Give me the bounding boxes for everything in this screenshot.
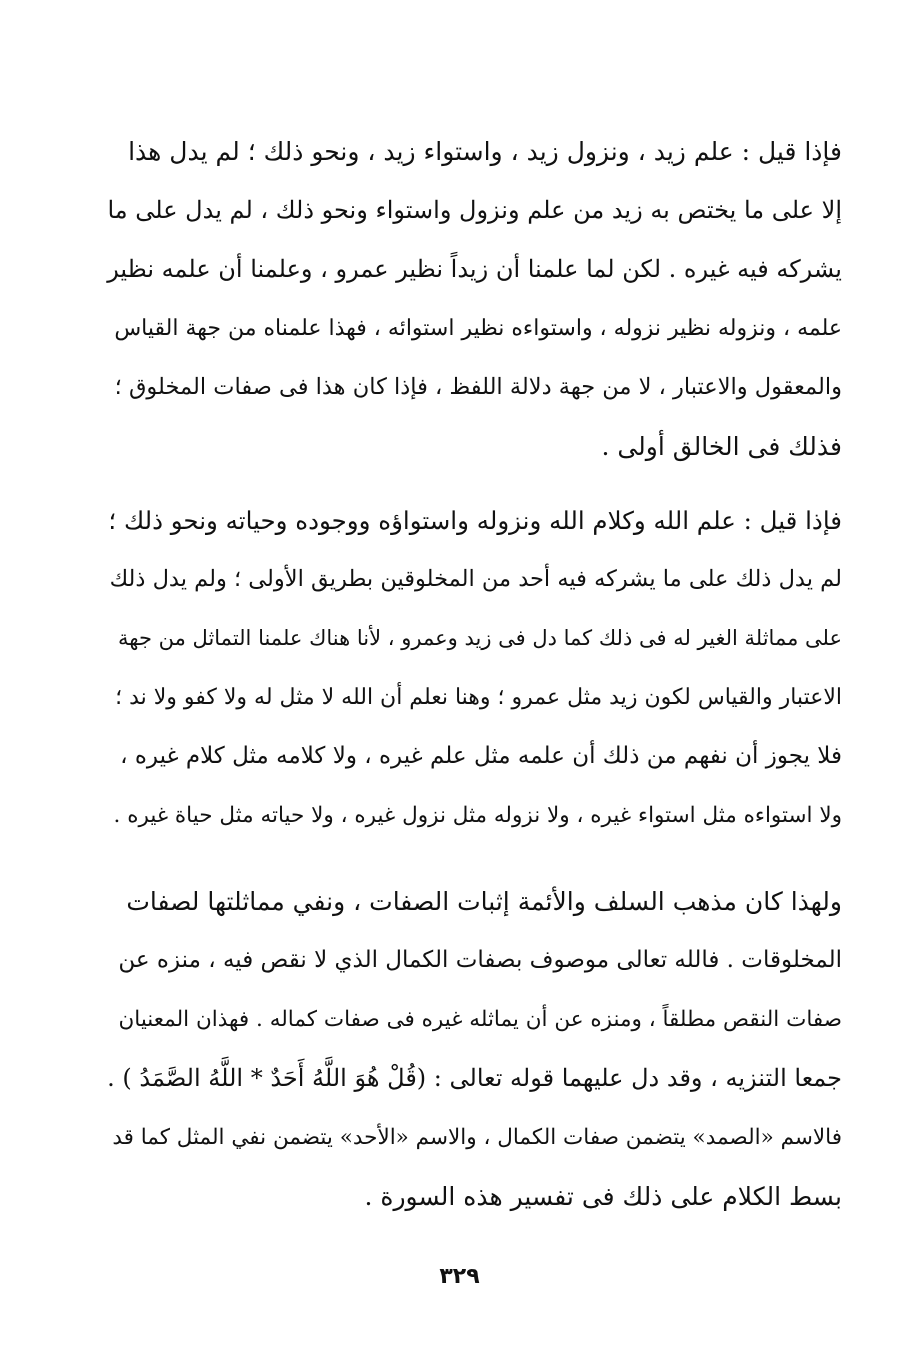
paragraph-line: علمه ، ونزوله نظير نزوله ، واستواءه نظير استوائه ، فهذا علمناه من جهة القياس (114, 316, 842, 341)
paragraph-line: فلا يجوز أن نفهم من ذلك أن علمه مثل علم غيره ، ولا كلامه مثل كلام غيره ، (120, 743, 842, 769)
paragraph-line: فإذا قيل : علم زيد ، ونزول زيد ، واستواء زيد ، ونحو ذلك ؛ لم يدل هذا (128, 137, 842, 166)
paragraph-line: ولهذا كان مذهب السلف والأئمة إثبات الصفات ، ونفي مماثلتها لصفات (126, 887, 842, 916)
paragraph-line: فالاسم «الصمد» يتضمن صفات الكمال ، والاسم «الأحد» يتضمن نفي المثل كما قد (112, 1125, 842, 1150)
paragraph-1 (105, 122, 842, 476)
paragraph-line: والمعقول والاعتبار ، لا من جهة دلالة اللفظ ، فإذا كان هذا فى صفات المخلوق ؛ (114, 374, 842, 400)
page-number: ٣٢٩ (439, 1264, 480, 1289)
paragraph-line: المخلوقات . فالله تعالى موصوف بصفات الكمال الذي لا نقص فيه ، منزه عن (118, 947, 842, 973)
paragraph-2 (105, 491, 842, 845)
paragraph-line: الاعتبار والقياس لكون زيد مثل عمرو ؛ وهنا نعلم أن الله لا مثل له ولا كفو ولا ند ؛ (115, 685, 842, 710)
paragraph-line: صفات النقص مطلقاً ، ومنزه عن أن يماثله غيره فى صفات كماله . فهذان المعنيان (118, 1007, 842, 1032)
paragraph-line: يشركه فيه غيره . لكن لما علمنا أن زيداً نظير عمرو ، وعلمنا أن علمه نظير (107, 255, 842, 283)
paragraph-line: ولا استواءه مثل استواء غيره ، ولا نزوله مثل نزول غيره ، ولا حياته مثل حياة غيره . (113, 803, 842, 828)
paragraph-line: إلا على ما يختص به زيد من علم ونزول واستواء ونحو ذلك ، لم يدل على ما (107, 196, 842, 224)
paragraph-line: بسط الكلام على ذلك فى تفسير هذه السورة . (364, 1182, 842, 1211)
paragraph-line: جمعا التنزيه ، وقد دل عليهما قوله تعالى : (قُلْ هُوَ اللَّهُ أَحَدٌ * اللَّهُ الصَّمَدُ ) . (107, 1064, 842, 1092)
paragraph-line: لم يدل ذلك على ما يشركه فيه أحد من المخلوقين بطريق الأولى ؛ ولم يدل ذلك (109, 566, 842, 592)
paragraph-line: فذلك فى الخالق أولى . (601, 432, 842, 461)
paragraph-3 (105, 872, 842, 1226)
paragraph-line: على مماثلة الغير له فى ذلك كما دل فى زيد وعمرو ، لأنا هناك علمنا التماثل من جهة (118, 626, 842, 650)
paragraph-line: فإذا قيل : علم الله وكلام الله ونزوله واستواؤه ووجوده وحياته ونحو ذلك ؛ (108, 506, 842, 535)
